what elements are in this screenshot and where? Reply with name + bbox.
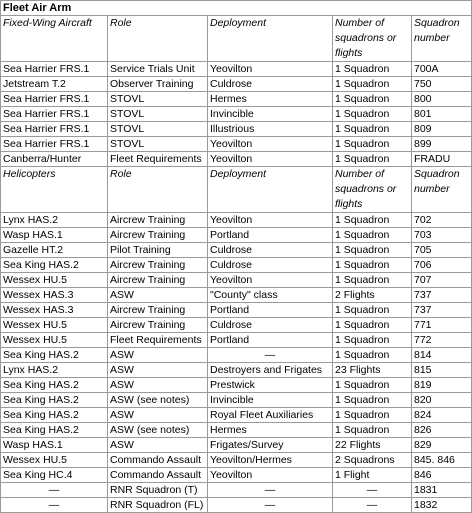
table-cell: Wasp HAS.1 xyxy=(1,228,108,243)
table-cell: Aircrew Training xyxy=(108,213,208,228)
table-cell: 1 Squadron xyxy=(333,152,412,167)
helicopter-header-row xyxy=(1,167,472,213)
table-cell: — xyxy=(333,483,412,498)
table-cell: 1 Squadron xyxy=(333,122,412,137)
table-cell: 707 xyxy=(412,273,472,288)
table-cell: Canberra/Hunter xyxy=(1,152,108,167)
table-row xyxy=(1,498,472,513)
table-cell: Commando Assault xyxy=(108,453,208,468)
column-header: Role xyxy=(108,16,208,62)
table-title-row xyxy=(1,1,472,16)
column-header: Number of squadrons or flights xyxy=(333,16,412,62)
table-cell: 814 xyxy=(412,348,472,363)
table-cell: Yeovilton xyxy=(208,62,333,77)
column-header: Fixed-Wing Aircraft xyxy=(1,16,108,62)
table-cell: Sea King HAS.2 xyxy=(1,258,108,273)
table-cell: 1 Squadron xyxy=(333,243,412,258)
table-cell: 1 Squadron xyxy=(333,273,412,288)
table-cell: Yeovilton xyxy=(208,213,333,228)
table-cell: ASW (see notes) xyxy=(108,393,208,408)
table-row xyxy=(1,408,472,423)
table-cell: Wessex HU.5 xyxy=(1,273,108,288)
table-cell: 1831 xyxy=(412,483,472,498)
table-row xyxy=(1,423,472,438)
table-cell: Yeovilton xyxy=(208,273,333,288)
table-cell: Yeovilton xyxy=(208,468,333,483)
table-cell: Jetstream T.2 xyxy=(1,77,108,92)
table-cell: Frigates/Survey xyxy=(208,438,333,453)
table-cell: Portland xyxy=(208,303,333,318)
table-cell: Culdrose xyxy=(208,258,333,273)
table-cell: 846 xyxy=(412,468,472,483)
table-cell: 737 xyxy=(412,303,472,318)
table-cell: Sea King HAS.2 xyxy=(1,423,108,438)
table-cell: 829 xyxy=(412,438,472,453)
table-cell: 1 Squadron xyxy=(333,423,412,438)
table-cell: Sea Harrier FRS.1 xyxy=(1,122,108,137)
table-cell: Aircrew Training xyxy=(108,318,208,333)
table-cell: 23 Flights xyxy=(333,363,412,378)
table-cell: — xyxy=(1,483,108,498)
table-cell: ASW xyxy=(108,288,208,303)
table-cell: Yeovilton xyxy=(208,152,333,167)
table-row xyxy=(1,363,472,378)
table-row xyxy=(1,453,472,468)
table-cell: Pilot Training xyxy=(108,243,208,258)
table-row xyxy=(1,318,472,333)
table-cell: Aircrew Training xyxy=(108,273,208,288)
table-cell: 700A xyxy=(412,62,472,77)
table-cell: Sea Harrier FRS.1 xyxy=(1,92,108,107)
table-cell: 1 Squadron xyxy=(333,107,412,122)
table-cell: Portland xyxy=(208,228,333,243)
table-cell: ASW xyxy=(108,348,208,363)
table-cell: 750 xyxy=(412,77,472,92)
table-cell: 800 xyxy=(412,92,472,107)
table-cell: 1 Squadron xyxy=(333,303,412,318)
table-cell: 1 Squadron xyxy=(333,333,412,348)
table-cell: Invincible xyxy=(208,393,333,408)
table-cell: Destroyers and Frigates xyxy=(208,363,333,378)
table-row xyxy=(1,273,472,288)
column-header: Deployment xyxy=(208,167,333,213)
table-cell: 737 xyxy=(412,288,472,303)
table-cell: Commando Assault xyxy=(108,468,208,483)
table-cell: RNR Squadron (FL) xyxy=(108,498,208,513)
table-cell: 815 xyxy=(412,363,472,378)
table-cell: Sea King HC.4 xyxy=(1,468,108,483)
table-cell: 1 Squadron xyxy=(333,408,412,423)
table-cell: Royal Fleet Auxiliaries xyxy=(208,408,333,423)
table-cell: 899 xyxy=(412,137,472,152)
table-cell: Sea King HAS.2 xyxy=(1,393,108,408)
table-cell: 1 Squadron xyxy=(333,318,412,333)
table-row xyxy=(1,137,472,152)
table-cell: 1 Squadron xyxy=(333,378,412,393)
table-cell: Wasp HAS.1 xyxy=(1,438,108,453)
table-row xyxy=(1,348,472,363)
column-header: Deployment xyxy=(208,16,333,62)
column-header: Role xyxy=(108,167,208,213)
table-cell: Wessex HAS.3 xyxy=(1,288,108,303)
table-title: Fleet Air Arm xyxy=(1,1,472,16)
table-row xyxy=(1,152,472,167)
table-cell: Aircrew Training xyxy=(108,303,208,318)
table-cell: 2 Flights xyxy=(333,288,412,303)
table-row xyxy=(1,258,472,273)
table-cell: Illustrious xyxy=(208,122,333,137)
table-cell: ASW xyxy=(108,408,208,423)
table-cell: 819 xyxy=(412,378,472,393)
table-cell: Culdrose xyxy=(208,318,333,333)
table-cell: Portland xyxy=(208,333,333,348)
table-cell: Wessex HU.5 xyxy=(1,453,108,468)
table-cell: Sea King HAS.2 xyxy=(1,348,108,363)
table-cell: 1 Squadron xyxy=(333,258,412,273)
table-cell: 845. 846 xyxy=(412,453,472,468)
table-row xyxy=(1,483,472,498)
table-cell: Aircrew Training xyxy=(108,228,208,243)
table-cell: STOVL xyxy=(108,107,208,122)
table-row xyxy=(1,228,472,243)
table-cell: Lynx HAS.2 xyxy=(1,363,108,378)
table-cell: Sea King HAS.2 xyxy=(1,378,108,393)
table-cell: Lynx HAS.2 xyxy=(1,213,108,228)
table-cell: Hermes xyxy=(208,423,333,438)
table-cell: STOVL xyxy=(108,122,208,137)
table-cell: Sea Harrier FRS.1 xyxy=(1,62,108,77)
table-row xyxy=(1,62,472,77)
table-cell: ASW xyxy=(108,438,208,453)
table-cell: Fleet Requirements xyxy=(108,152,208,167)
table-row xyxy=(1,92,472,107)
table-row xyxy=(1,378,472,393)
table-cell: Invincible xyxy=(208,107,333,122)
table-cell: Wessex HAS.3 xyxy=(1,303,108,318)
table-cell: 22 Flights xyxy=(333,438,412,453)
table-row xyxy=(1,213,472,228)
table-cell: STOVL xyxy=(108,92,208,107)
table-cell: 1 Squadron xyxy=(333,228,412,243)
table-cell: 705 xyxy=(412,243,472,258)
table-cell: 706 xyxy=(412,258,472,273)
table-cell: 703 xyxy=(412,228,472,243)
table-cell: 702 xyxy=(412,213,472,228)
table-cell: Service Trials Unit xyxy=(108,62,208,77)
table-row xyxy=(1,107,472,122)
table-cell: 1 Squadron xyxy=(333,213,412,228)
table-cell: FRADU xyxy=(412,152,472,167)
table-cell: Yeovilton/Hermes xyxy=(208,453,333,468)
table-cell: 1 Squadron xyxy=(333,62,412,77)
table-cell: 772 xyxy=(412,333,472,348)
table-cell: Sea Harrier FRS.1 xyxy=(1,137,108,152)
table-cell: Culdrose xyxy=(208,243,333,258)
column-header: Helicopters xyxy=(1,167,108,213)
table-cell: 1832 xyxy=(412,498,472,513)
table-cell: 1 Squadron xyxy=(333,137,412,152)
table-cell: 1 Flight xyxy=(333,468,412,483)
table-row xyxy=(1,468,472,483)
table-cell: 824 xyxy=(412,408,472,423)
table-cell: 771 xyxy=(412,318,472,333)
table-row xyxy=(1,333,472,348)
table-cell: Wessex HU.5 xyxy=(1,318,108,333)
table-row xyxy=(1,243,472,258)
table-cell: — xyxy=(208,348,333,363)
table-row xyxy=(1,393,472,408)
table-cell: — xyxy=(1,498,108,513)
table-cell: Aircrew Training xyxy=(108,258,208,273)
table-cell: ASW xyxy=(108,363,208,378)
table-row xyxy=(1,438,472,453)
table-cell: Prestwick xyxy=(208,378,333,393)
table-cell: Culdrose xyxy=(208,77,333,92)
table-cell: Fleet Requirements xyxy=(108,333,208,348)
table-cell: "County" class xyxy=(208,288,333,303)
table-row xyxy=(1,77,472,92)
column-header: Squadron number xyxy=(412,167,472,213)
table-cell: STOVL xyxy=(108,137,208,152)
column-header: Squadron number xyxy=(412,16,472,62)
table-cell: ASW (see notes) xyxy=(108,423,208,438)
table-row xyxy=(1,288,472,303)
table-cell: 1 Squadron xyxy=(333,77,412,92)
table-cell: 1 Squadron xyxy=(333,393,412,408)
column-header: Number of squadrons or flights xyxy=(333,167,412,213)
table-cell: Hermes xyxy=(208,92,333,107)
table-cell: 820 xyxy=(412,393,472,408)
table-cell: Gazelle HT.2 xyxy=(1,243,108,258)
table-cell: — xyxy=(333,498,412,513)
table-cell: 2 Squadrons xyxy=(333,453,412,468)
table-cell: 1 Squadron xyxy=(333,92,412,107)
table-cell: Observer Training xyxy=(108,77,208,92)
table-cell: Wessex HU.5 xyxy=(1,333,108,348)
table-cell: Sea King HAS.2 xyxy=(1,408,108,423)
table-cell: 801 xyxy=(412,107,472,122)
table-cell: RNR Squadron (T) xyxy=(108,483,208,498)
table-cell: — xyxy=(208,498,333,513)
table-row xyxy=(1,303,472,318)
table-cell: 1 Squadron xyxy=(333,348,412,363)
table-cell: ASW xyxy=(108,378,208,393)
table-cell: 826 xyxy=(412,423,472,438)
table-cell: Sea Harrier FRS.1 xyxy=(1,107,108,122)
fixed-wing-header-row xyxy=(1,16,472,62)
table-row xyxy=(1,122,472,137)
table-cell: Yeovilton xyxy=(208,137,333,152)
table-cell: — xyxy=(208,483,333,498)
table-cell: 809 xyxy=(412,122,472,137)
